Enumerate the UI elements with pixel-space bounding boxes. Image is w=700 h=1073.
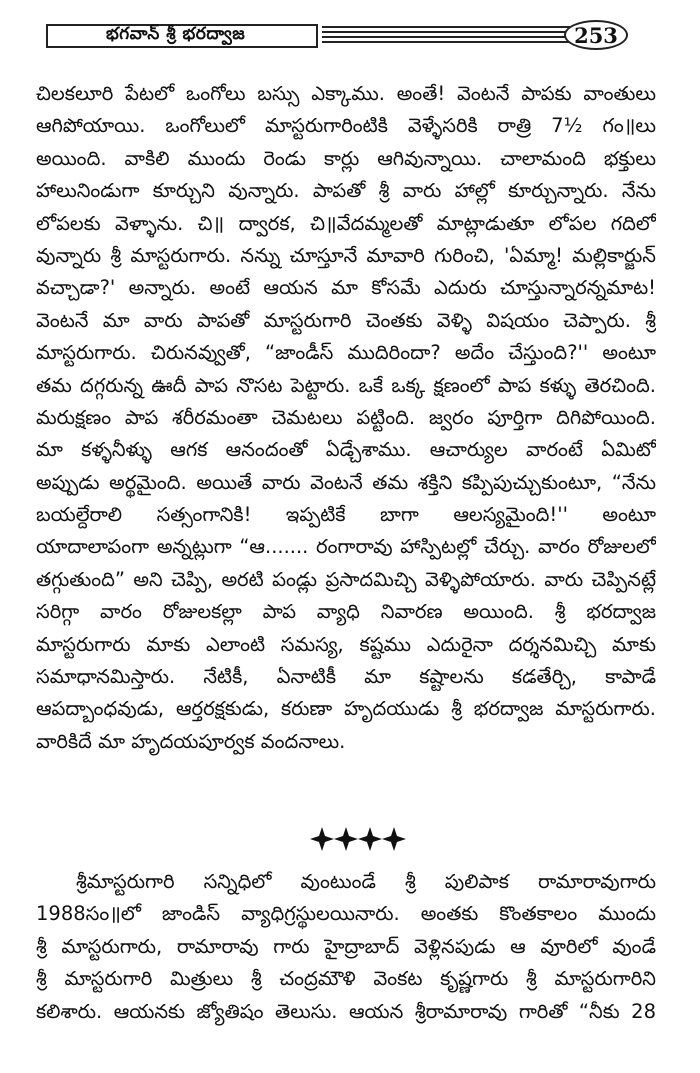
paragraph-1 xyxy=(36,78,656,758)
text-line: 1988సం॥లో జాండిస్ వ్యాధిగ్రస్థులయినారు. అంతకు కొంతకాలం ముందు xyxy=(36,902,656,926)
text-line: తగ్గుతుంది” అని చెప్పి, అరటి పండ్లు ప్రసాదమిచ్చి వెళ్ళిపోయారు. వారు చెప్పినట్లే xyxy=(36,567,656,591)
text-line: తమ దగ్గరున్న ఊదీ పాప నొసట పెట్టారు. ఒకే ఒక్క క్షణంలో పాప కళ్ళు తెరచింది. xyxy=(36,373,656,397)
text-line: మరుక్షణం పాప శరీరమంతా చెమటలు పట్టింది. జ్వరం పూర్తిగా దిగిపోయింది. xyxy=(36,405,656,429)
text-line: వున్నారు శ్రీ మాస్టరుగారు. నన్ను చూస్తూనే మావారి గురించి, 'ఏమ్మా! మల్లికార్జున్ xyxy=(36,243,656,267)
text-line: హాలునిండుగా కూర్చుని వున్నారు. పాపతో శ్రీ వారు హాల్లో కూర్చున్నారు. నేను xyxy=(36,179,656,203)
text-line: వచ్చాడా?' అన్నారు. అంటే ఆయన మా కోసమే ఎదురు చూస్తున్నారన్నమాట! xyxy=(36,276,656,300)
text-line: సరిగ్గా వారం రోజులకల్లా పాప వ్యాధి నివారణ అయింది. శ్రీ భరద్వాజ xyxy=(36,600,656,624)
text-line: కలిశారు. ఆయనకు జ్యోతిషం తెలుసు. ఆయన శ్రీరామారావు గారితో “నీకు 28 xyxy=(36,999,656,1023)
text-line: ఆపద్బాంధవుడు, ఆర్తరక్షకుడు, కరుణా హృదయుడు శ్రీ భరద్వాజ మాస్టరుగారు. xyxy=(36,697,656,721)
page-number: 253 xyxy=(564,20,628,50)
paragraph-2 xyxy=(36,866,656,1028)
text-line: మాస్టరుగారు. చిరునవ్వుతో, “జాండీస్ ముదిరిందా? అదేం చేస్తుంది?'' అంటూ xyxy=(36,341,656,365)
text-line: చిలకలూరి పేటలో ఒంగోలు బస్సు ఎక్కాము. అంతే! వెంటనే పాపకు వాంతులు xyxy=(36,82,656,105)
book-title: భగవాన్ శ్రీ భరద్వాజ xyxy=(46,24,318,48)
text-line: శ్రీ మాస్టరుగారు, రామారావు గారు హైద్రాబాద్ వెళ్లినపుడు ఆ వూరిలో వుండే xyxy=(36,934,656,958)
text-line: బయల్దేరాలి సత్సంగానికి! ఇప్పటికే బాగా ఆలస్యమైంది!'' అంటూ xyxy=(36,503,656,527)
text-line: అయింది. వాకిలి ముందు రెండు కార్లు ఆగివున్నాయి. చాలామంది భక్తులు xyxy=(36,146,656,170)
text-line: అప్పుడు అర్థమైంది. అయితే వారు వెంటనే తమ శక్తిని కప్పిపుచ్చుకుంటూ, “నేను xyxy=(36,470,656,494)
text-line: శ్రీమాస్టరుగారి సన్నిధిలో వుంటుండే శ్రీ పులిపాక రామారావుగారు xyxy=(76,870,656,893)
four-diamond-ornament-icon xyxy=(310,826,406,852)
text-line: మా కళ్ళనీళ్ళు ఆగక ఆనందంతో ఏడ్చేశాము. ఆచార్యుల వారంటే ఏమిటో xyxy=(36,438,656,462)
text-line: వారికిదే మా హృదయపూర్వక వందనాలు. xyxy=(36,729,346,753)
text-line: లోపలకు వెళ్ళాను. చి॥ ద్వారక, చి॥వేదమ్మలతో మాట్లాడుతూ లోపల గదిలో xyxy=(36,211,656,235)
text-line: సమాధానమిస్తారు. నేటికీ, ఏనాటికీ మా కష్టాలను కడతేర్చి, కాపాడే xyxy=(36,665,656,689)
text-line: ఆగిపోయాయి. ఒంగోలులో మాస్టరుగారింటికి వెళ్ళేసరికి రాత్రి 7½ గం॥లు xyxy=(36,114,656,138)
text-line: శ్రీ మాస్టరుగారి మిత్రులు శ్రీ చంద్రమౌళి వెంకట కృష్ణగారు శ్రీ మాస్టరుగారిని xyxy=(36,967,656,991)
text-line: యాదాలాపంగా అన్నట్లుగా “ఆ....... రంగారావు హాస్పిటల్లో చేర్చు. వారం రోజులలో xyxy=(36,535,656,559)
text-line: మాస్టరుగారు మాకు ఎలాంటి సమస్య, కష్టము ఎదురైనా దర్శనమిచ్చి మాకు xyxy=(36,632,656,656)
running-header xyxy=(46,20,662,54)
text-line: వెంటనే మా వారు పాపతో మాస్టరుగారి చెంతకు వెళ్ళి విషయం చెప్పారు. శ్రీ xyxy=(36,308,656,332)
